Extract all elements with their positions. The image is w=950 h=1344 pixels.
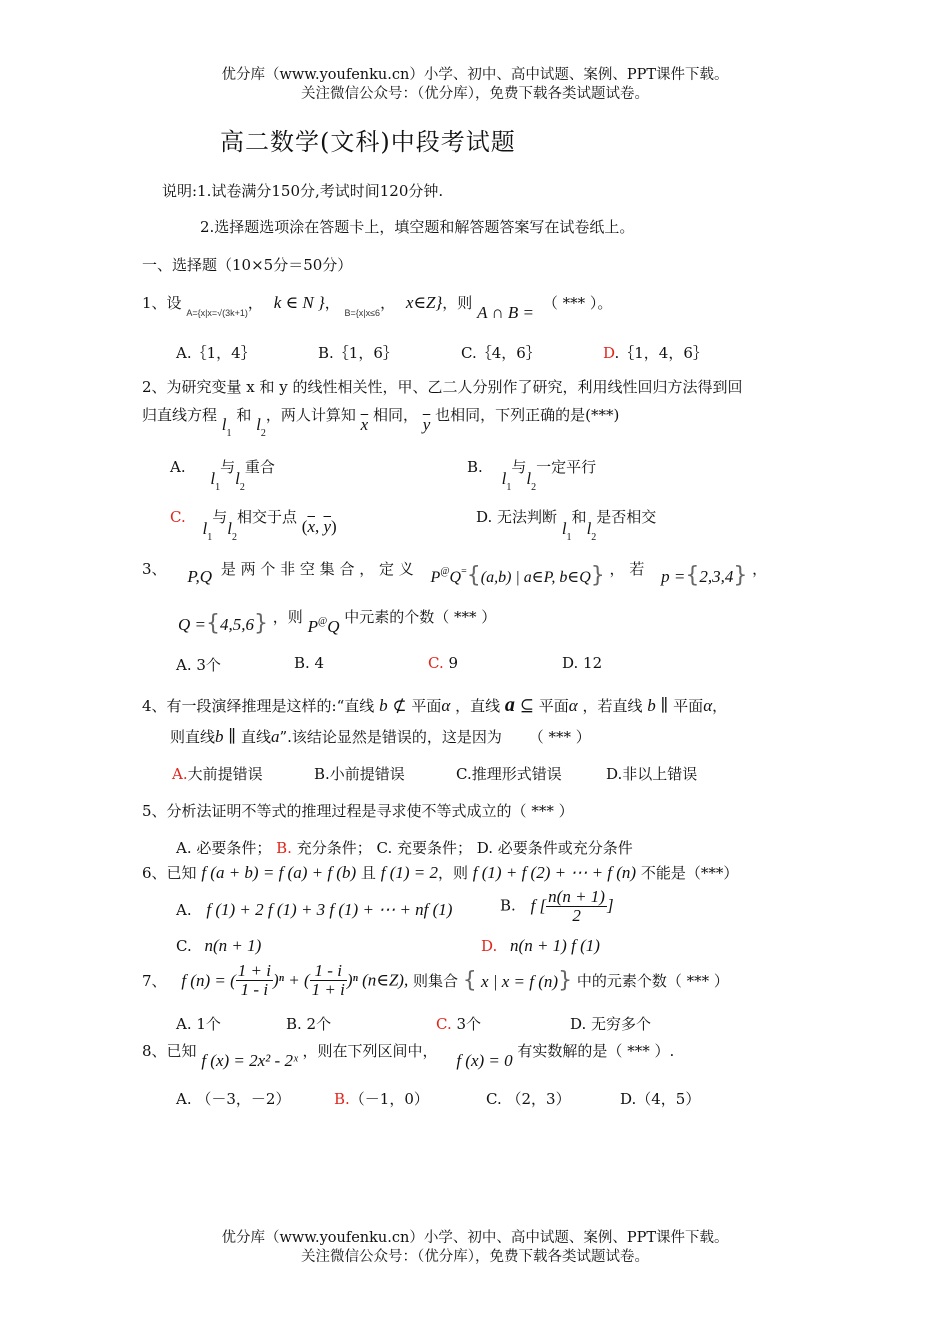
q1-k-in-n: k ∈ N }: [273, 293, 325, 312]
q2-option-a: A. $l_1$与$l_2$重合: [170, 458, 275, 493]
q2-text-c: 相同，: [372, 406, 418, 424]
question-6: 6、已知 f (a + b) = f (a) + f (b) 且 f (1) = 2，则 f (1) + f (2) + ⋯ + f (n) 不能是（***）: [142, 863, 739, 882]
question-3-line-2: Q ={4,5,6} ，则 P@Q 中元素的个数（ *** ）: [178, 608, 497, 636]
q6-option-a: A. f (1) + 2 f (1) + 3 f (1) + ⋯ + nf (1): [176, 900, 453, 919]
question-4-line-2: 则直线b ∥ 直线a”.该结论显然是错误的，这是因为 （ *** ）: [170, 727, 591, 746]
q4-option-d: D.非以上错误: [606, 765, 698, 783]
q7-option-d: D. 无穷多个: [570, 1015, 652, 1033]
q3-option-b: B. 4: [294, 654, 325, 672]
q3-option-c: C. 9: [428, 654, 459, 672]
q8-option-b: B.（－1，0）: [334, 1090, 429, 1108]
q2-text-d: 也相同，下列正确的是(***): [435, 406, 620, 424]
question-3-line-1: 3、 P,Q 是 两 个 非 空 集 合 ， 定 义 P@Q={(a,b) | a∈P, b∈Q} ， 若 p ={2,3,4} ，: [142, 560, 768, 588]
q1-set-b: B={x|x≤6: [344, 308, 381, 318]
question-8: 8、已知 f (x) = 2x² - 2ˣ ，则在下列区间中， f (x) = 0 有实数解的是（ *** ）.: [142, 1042, 675, 1070]
q1-blank: （ *** ）。: [542, 294, 613, 312]
q4-option-a: A.大前提错误: [172, 765, 263, 783]
q1-lead: 1、设: [142, 294, 182, 312]
q6-option-d: D. n(n + 1) f (1): [481, 936, 600, 955]
question-1: 1、设 $_{A=\{x|x=√(3k+1)}$， k ∈ N }， $_{B=\{x|x\le 6}$， x∈Z}，则 A ∩ B = （ *** ）。: [142, 293, 613, 322]
q1-option-d: D.｛1，4，6｝: [603, 344, 708, 362]
header-line-2: 关注微信公众号：（优分库），免费下载各类试题试卷。: [301, 86, 649, 102]
q7-option-c: C. 3个: [436, 1015, 482, 1033]
q2-and: 和: [236, 406, 252, 424]
q8-option-c: C. （2，3）: [486, 1090, 571, 1108]
q1-then: ，则: [442, 294, 473, 312]
q1-option-c: C.｛4，6｝: [461, 344, 541, 362]
section-choice-header: 一、选择题（10×5分＝50分）: [142, 256, 353, 274]
q2-option-d: D. 无法判断 $l_1$和$l_2$是否相交: [476, 508, 657, 543]
note-2: 2.选择题选项涂在答题卡上，填空题和解答题答案写在试卷纸上。: [200, 218, 635, 236]
q4-option-b: B.小前提错误: [314, 765, 405, 783]
footer-line-2: 关注微信公众号：（优分库），免费下载各类试题试卷。: [301, 1249, 649, 1265]
q2-text-b: ，两人计算知: [265, 406, 356, 424]
header-line-1: 优分库（www.youfenku.cn）小学、初中、高中试题、案例、PPT课件下载。: [221, 67, 729, 83]
question-2-line-1: 2、为研究变量 x 和 y 的线性相关性，甲、乙二人分别作了研究，利用线性回归方法得到回: [142, 378, 743, 396]
question-7: 7、 f (n) = ( $\frac{1 + i}{1 - i}$ )ⁿ + ( $\frac{1 - i}{1 + i}$ )ⁿ (n∈Z), 则集合 { x | x = f (n)} 中的元素个数（ *** ）: [142, 961, 729, 999]
question-4-line-1: 4、有一段演绎推理是这样的:“直线 b ⊄ 平面α ，直线 a ⊆ 平面α ，若直线 b ∥ 平面α，: [142, 694, 728, 716]
q7-option-b: B. 2个: [286, 1015, 332, 1033]
question-2-line-2: 归直线方程 $l_1$ 和 $l_2$，两人计算知 $\overline{x}$ 相同， $\overline{y}$ 也相同，下列正确的是(***): [142, 406, 620, 439]
q3-option-d: D. 12: [562, 654, 603, 672]
q3-option-a: A. 3个: [176, 656, 221, 674]
q7-option-a: A. 1个: [176, 1015, 221, 1033]
q2-option-b: B. $l_1$与$l_2$一定平行: [467, 458, 597, 493]
q6-option-b: B. f [ $\frac{n(n + 1)}{2}$ ]: [500, 887, 614, 925]
note-1: 说明:1.试卷满分150分,考试时间120分钟.: [162, 182, 444, 200]
q1-x-in-z: x∈Z}: [405, 293, 443, 312]
q1-expression: A ∩ B =: [477, 303, 535, 322]
page-title: 高二数学(文科)中段考试题: [220, 128, 516, 156]
q8-option-d: D.（4，5）: [620, 1090, 701, 1108]
q5-options: A. 必要条件； B. 充分条件； C. 充要条件； D. 必要条件或充分条件: [176, 839, 633, 857]
q1-set-a: A={x|x=√(3k+1): [186, 308, 248, 318]
q8-option-a: A. （－3，－2）: [176, 1090, 291, 1108]
q6-option-c: C. n(n + 1): [176, 936, 262, 955]
q2-text-a: 归直线方程: [142, 406, 218, 424]
q1-option-a: A.｛1，4｝: [176, 344, 256, 362]
question-5: 5、分析法证明不等式的推理过程是寻求使不等式成立的（ *** ）: [142, 802, 574, 820]
q2-option-c: C. $l_1$与$l_2$相交于点 ($\overline{x}$, $\overline{y}$): [170, 508, 337, 543]
q4-option-c: C.推理形式错误: [456, 765, 562, 783]
footer-line-1: 优分库（www.youfenku.cn）小学、初中、高中试题、案例、PPT课件下载。: [221, 1230, 729, 1246]
q1-option-b: B.｛1，6｝: [318, 344, 398, 362]
